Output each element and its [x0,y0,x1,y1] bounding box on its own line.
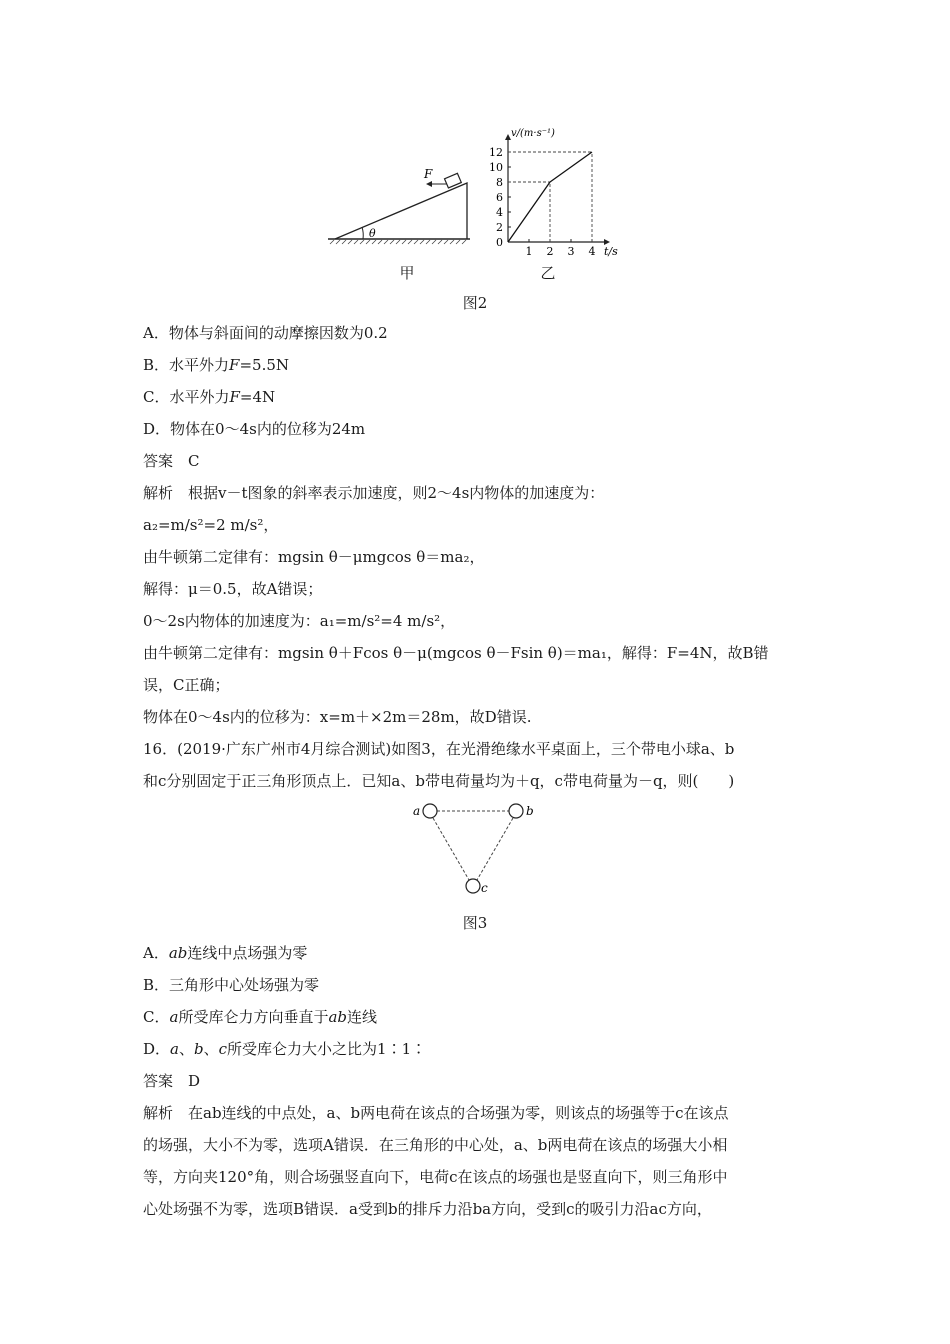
y-tick-label: 6 [496,191,503,204]
y-tick-label: 2 [496,221,503,234]
x-tick-label: 1 [525,245,533,258]
q15-analysis-7: 误，C正确； [143,676,230,694]
q15-analysis-1: 解析 根据v－t图象的斜率表示加速度，则2～4s内物体的加速度为： [143,484,605,502]
q15-option-b: B．水平外力F=5.5N [143,356,290,374]
vt-chart-label: 乙 [540,264,556,282]
q15-analysis-4: 解得：μ＝0.5，故A错误； [143,580,323,598]
y-tick-label: 0 [496,236,503,249]
incline-figure [325,165,475,245]
q15-analysis-5: 0～2s内物体的加速度为：a₁=m/s²=4 m/s²， [143,612,456,630]
q15-analysis-2: a₂=m/s²=2 m/s²， [143,516,279,534]
q16-answer: 答案 D [143,1072,201,1090]
label-b: b [526,804,534,818]
y-axis-label: v/(m·s⁻¹) [511,128,555,139]
q15-option-d: D．物体在0～4s内的位移为24m [143,420,366,438]
triangle-figure [405,797,545,902]
q16-analysis-4: 心处场强不为零，选项B错误．a受到b的排斥力沿ba方向，受到c的吸引力沿ac方向， [143,1200,712,1218]
x-tick-label: 2 [546,245,554,258]
q16-option-b: B．三角形中心处场强为零 [143,976,320,994]
q15-analysis-3: 由牛顿第二定律有：mgsin θ－μmgcos θ＝ma₂， [143,548,485,566]
q15-analysis-8: 物体在0～4s内的位移为：x=m＋×2m＝28m，故D错误. [143,708,532,726]
y-tick-label: 8 [496,176,503,189]
angle-label: θ [369,227,376,240]
x-tick-label: 4 [588,245,596,258]
series-segment [550,152,592,182]
x-axis-label: t/s [604,245,618,258]
q16-option-d: D．a、b、c所受库仑力大小之比为1∶1∶ [143,1040,427,1058]
q15-answer: 答案 C [143,452,200,470]
force-label: F [424,167,433,181]
figure3-caption: 图3 [462,914,488,932]
q16-stem-1: 16．(2019·广东广州市4月综合测试)如图3，在光滑绝缘水平桌面上，三个带电小球a、b [143,740,735,758]
series-segment [508,182,550,242]
y-tick-label: 10 [489,161,503,174]
vt-chart [480,122,630,262]
q16-stem-2: 和c分别固定于正三角形顶点上．已知a、b带电荷量均为＋q，c带电荷量为－q，则( ) [143,772,735,790]
charge-a [423,804,437,818]
q15-option-a: A．物体与斜面间的动摩擦因数为0.2 [143,324,388,342]
charge-c [466,879,480,893]
y-tick-label: 12 [489,146,503,159]
y-tick-label: 4 [496,206,503,219]
charge-b [509,804,523,818]
q16-analysis-2: 的场强，大小不为零，选项A错误．在三角形的中心处，a、b两电荷在该点的场强大小相 [143,1136,728,1154]
q16-option-a: A．ab连线中点场强为零 [143,944,308,962]
q16-analysis-3: 等，方向夹120°角，则合场强竖直向下，电荷c在该点的场强也是竖直向下，则三角形中 [143,1168,728,1186]
q15-analysis-6: 由牛顿第二定律有：mgsin θ＋Fcos θ－μ(mgcos θ－Fsin θ)＝ma₁，解得：F=4N，故B错 [143,644,769,662]
q16-analysis-1: 解析 在ab连线的中点处，a、b两电荷在该点的合场强为零，则该点的场强等于c在该点 [143,1104,729,1122]
figure2-caption: 图2 [462,294,488,312]
x-tick-label: 3 [567,245,575,258]
label-a: a [413,804,421,818]
label-c: c [481,881,488,895]
q15-option-c: C．水平外力F=4N [143,388,276,406]
q16-option-c: C．a所受库仑力方向垂直于ab连线 [143,1008,378,1026]
incline-label: 甲 [399,264,415,282]
